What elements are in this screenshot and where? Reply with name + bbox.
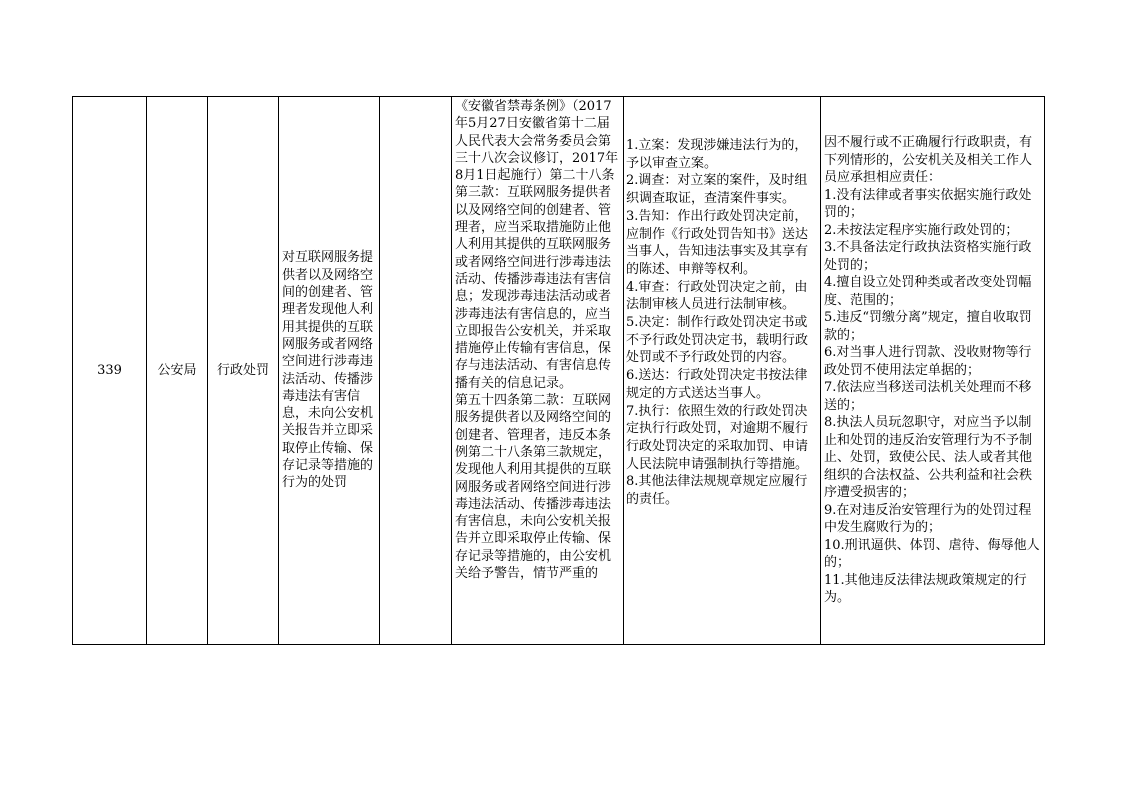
- responsibility-item: 8.执法人员玩忽职守，对应当予以制止和处罚的违反治安管理行为不予制止、处罚，致使公民、法人或者其他组织的合法权益、公共利益和社会秩序遭受损害的；: [824, 415, 1033, 500]
- responsibility-item: 2.未按法定程序实施行政处罚的；: [824, 222, 1019, 238]
- power-category: 行政处罚: [216, 363, 269, 378]
- cell-legal-basis: [452, 97, 624, 644]
- procedure-list: [624, 137, 820, 509]
- responsibility-item: 4.擅自设立处罚种类或者改变处罚幅度、范围的；: [824, 275, 1032, 308]
- responsibility-item: 9.在对违反治安管理行为的处罚过程中发生腐败行为的；: [824, 502, 1032, 535]
- procedure-item: 4.审查：行政处罚决定之前，由法制审核人员进行法制审核。: [626, 279, 808, 313]
- responsibility-item: 1.没有法律或者事实依据实施行政处罚的；: [824, 187, 1032, 220]
- cell-department: [147, 97, 208, 644]
- responsibility-item: 5.违反“罚缴分离”规定，擅自收取罚款的；: [824, 310, 1032, 343]
- procedure-item: 1.立案：发现涉嫌违法行为的，予以审查立案。: [626, 138, 808, 171]
- cell-responsibility: [821, 97, 1044, 644]
- cell-procedure: [624, 97, 821, 644]
- procedure-item: 3.告知：作出行政处罚决定前，应制作《行政处罚告知书》送达当事人，告知违法事实及其享有的陈述、申辩等权利。: [626, 208, 809, 277]
- legal-basis: [452, 98, 623, 582]
- responsibility-item: 3.不具备法定行政执法资格实施行政处罚的；: [824, 240, 1032, 273]
- procedure-item: 6.送达：行政处罚决定书按法律规定的方式送达当事人。: [626, 368, 808, 401]
- procedure-item: 5.决定：制作行政处罚决定书或不予行政处罚决定书，载明行政处罚或不予行政处罚的内容。: [626, 315, 809, 366]
- procedure-item: 7.执行：依照生效的行政处罚决定执行行政处罚，对逾期不履行行政处罚决定的采取加罚、申请人民法院申请强制执行等措施。: [626, 403, 809, 472]
- responsibility-item: 7.依法应当移送司法机关处理而不移送的；: [824, 380, 1032, 413]
- cell-number: [73, 97, 147, 644]
- cell-description: [279, 97, 380, 644]
- cell-category: [208, 97, 279, 644]
- legal-basis-paragraph: 第五十四条第二款：互联网服务提供者以及网络空间的创建者、管理者，违反本条例第二十八条第三款规定，发现他人利用其提供的互联网服务或者网络空间进行涉毒违法活动、传播涉毒违法有害信息，未向公安机关报告并立即采取停止传输、保存记录等措施的，由公安机关给予警告，情节严重的: [455, 393, 612, 582]
- department-name: 公安局: [157, 363, 197, 378]
- responsibility-item: 6.对当事人进行罚款、没收财物等行政处罚不使用法定单据的；: [824, 345, 1032, 378]
- responsibility-intro: 因不履行或不正确履行行政职责，有下列情形的，公安机关及相关工作人员应承担相应责任：: [824, 135, 1033, 185]
- cell-extra: [380, 97, 452, 644]
- authority-table: [72, 96, 1045, 645]
- power-description: 对互联网服务提供者以及网络空间的创建者、管理者发现他人利用其提供的互联网服务或者网络空间进行涉毒违法活动、传播涉毒违法有害信息，未向公安机关报告并立即采取停止传输、保存记录等措施的行为的处罚: [282, 250, 374, 491]
- responsibility-item: 11.其他违反法律法规政策规定的行为。: [824, 572, 1027, 605]
- procedure-item: 8.其他法律法规规章规定应履行的责任。: [626, 474, 808, 508]
- responsibility-item: 10.刑讯逼供、体罚、虐待、侮辱他人的；: [824, 537, 1040, 570]
- procedure-item: 2.调查：对立案的案件，及时组织调查取证，查清案件事实。: [626, 173, 808, 207]
- legal-basis-paragraph: 《安徽省禁毒条例》（2017年5月27日安徽省第十二届人民代表大会常务委员会第三十八次会议修订，2017年8月1日起施行）第二十八条第三款：互联网服务提供者以及网络空间的创建者、管理者，应当采取措施防止他人利用其提供的互联网服务或者网络空间进行涉毒违法活动、传播涉毒违法有害信息；发现涉毒违法活动或者涉毒违法有害信息的，应当立即报告公安机关，并采取措施停止传输有害信息，保存与违法活动、有害信息传播有关的信息记录。: [455, 99, 619, 391]
- row-number: 339: [97, 363, 122, 378]
- responsibility-list: [821, 134, 1044, 607]
